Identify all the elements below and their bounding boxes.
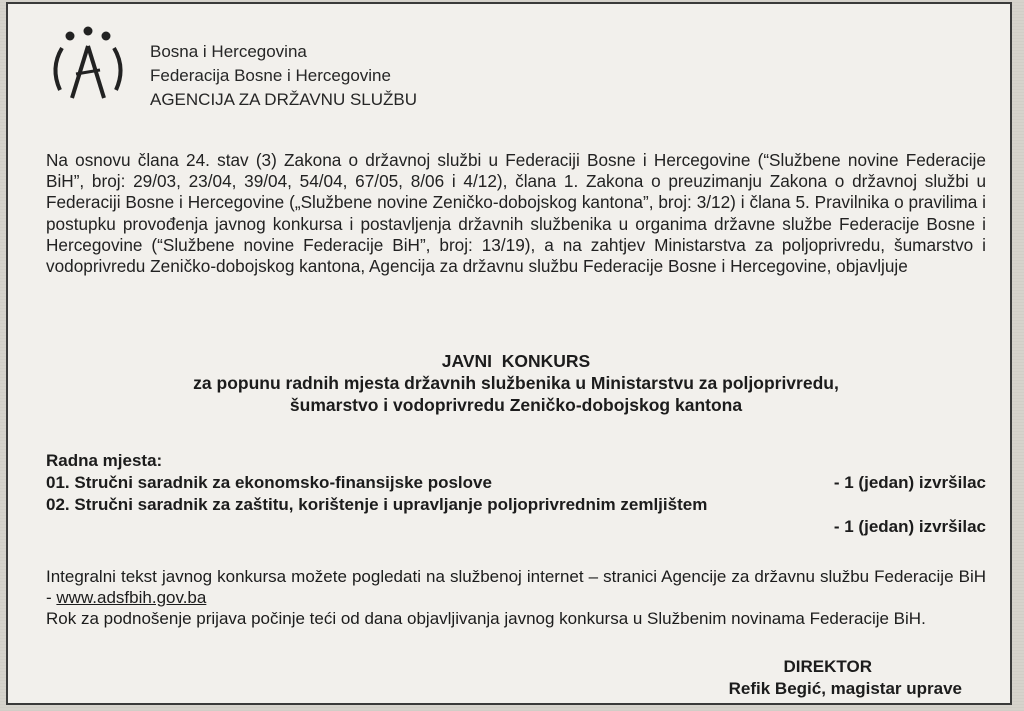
announcement-title <box>46 350 986 416</box>
title-heading: JAVNI KONKURS <box>441 351 591 371</box>
federation-name: Federacija Bosne i Hercegovine <box>150 66 391 85</box>
position-name: 02. Stručni saradnik za zaštitu, korištenje i upravljanje poljoprivrednim zemljištem <box>46 495 708 514</box>
director-name: Refik Begić, magistar uprave <box>728 679 962 698</box>
signature-block <box>562 656 962 700</box>
position-count: - 1 (jedan) izvršilac <box>833 517 986 536</box>
footer-section <box>46 566 986 629</box>
position-row <box>46 472 986 494</box>
agency-header <box>150 40 417 112</box>
country-name: Bosna i Hercegovina <box>150 42 307 61</box>
position-name: 01. Stručni saradnik za ekonomsko-finansijske poslove <box>46 473 492 492</box>
footer-paragraph-2: Rok za podnošenje prijava počinje teći od dana objavljivanja javnog konkursa u Službenim novinama Federacije BiH. <box>46 609 926 628</box>
agency-name: AGENCIJA ZA DRŽAVNU SLUŽBU <box>150 90 418 109</box>
positions-label: Radna mjesta: <box>46 451 163 470</box>
director-title: DIREKTOR <box>783 657 872 676</box>
title-subtitle-2: šumarstvo i vodoprivredu Zeničko-dobojskog kantona <box>289 395 743 415</box>
agency-website-link[interactable]: www.adsfbih.gov.ba <box>56 588 207 607</box>
footer-text-1: Integralni tekst javnog konkursa možete pogledati na službenoj internet – stranici Agencije za državnu službu Federacije BiH - <box>46 567 986 607</box>
intro-paragraph: Na osnovu člana 24. stav (3) Zakona o državnoj službi u Federaciji Bosne i Hercegovine (“Službene novine Federacije BiH”, broj: 29/03, 23/04, 39/04, 54/04, 67/05, 8/06 i 4/12), člana 1. Zakona o preuzimanju Zakona o državnoj službi u Federaciji Bosne i Hercegovine („Službene novine Zeničko-dobojskog kantona”, broj: 3/12) i člana 5. Pravilnika o pravilima i postupku provođenja javnog konkursa i postavljenja državnih službenika u organima državne službe Federacije Bosne i Hercegovine (“Službene novine Federacije BiH”, broj: 13/19), a na zahtjev Ministarstva za poljoprivredu, šumarstvo i vodoprivredu Zeničko-dobojskog kantona, Agencija za državnu službu Federacije Bosne i Hercegovine, objavljuje <box>46 150 986 277</box>
title-subtitle-1: za popunu radnih mjesta državnih službenika u Ministarstvu za poljoprivredu, <box>193 373 839 393</box>
positions-section <box>46 450 986 538</box>
position-count: - 1 (jedan) izvršilac <box>833 473 986 492</box>
footer-paragraph-1 <box>46 566 986 608</box>
position-row <box>46 516 986 538</box>
agency-logo <box>46 24 130 108</box>
